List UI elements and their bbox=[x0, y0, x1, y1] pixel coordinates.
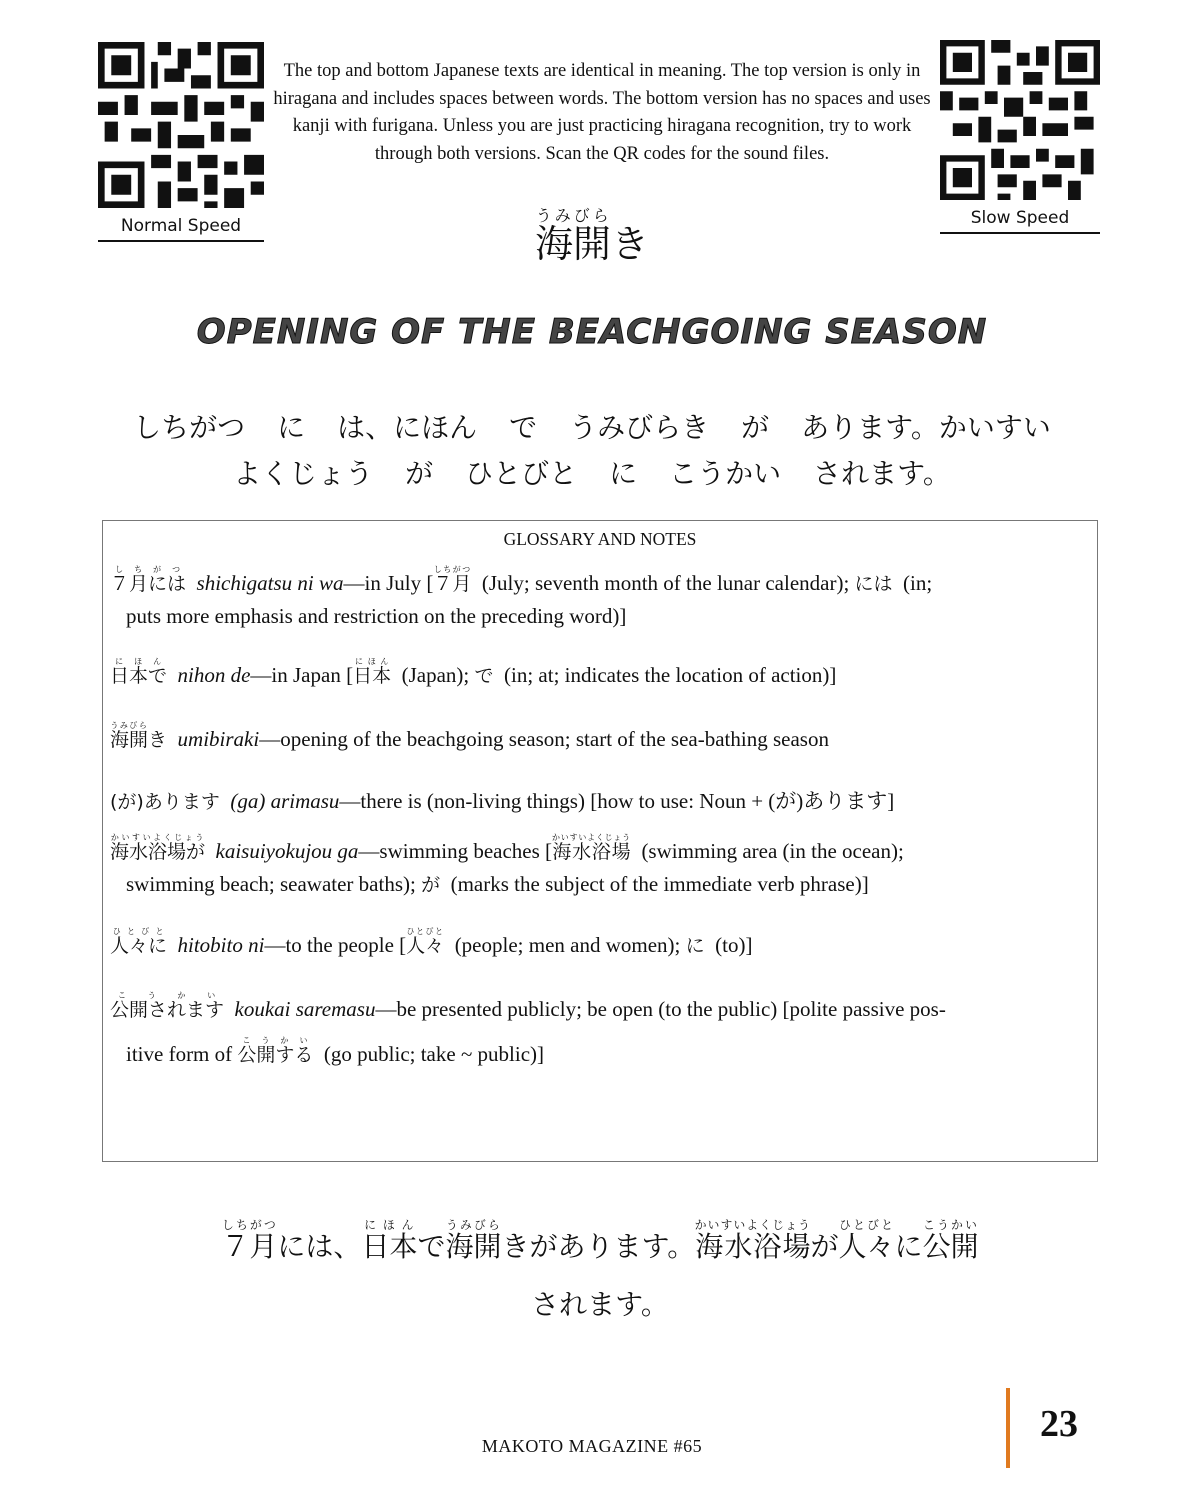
qr-code-normal-speed[interactable] bbox=[98, 42, 264, 208]
intro-paragraph: The top and bottom Japanese texts are identical in meaning. The top version is only in hiragana and includes spaces between words. The bottom version has no spaces and uses kanji with furigana. Unless you are just practicing hiragana recognition, try to work through both versions. Scan the QR codes for the sound files. bbox=[273, 61, 931, 164]
magazine-footer: MAKOTO MAGAZINE #65 bbox=[481, 1436, 703, 1456]
kanji-with-furigana: ７月しちがつ bbox=[221, 1218, 278, 1263]
glossary-entry-kaisuiyokujou: 海水浴場がかいすいよくじょう kaisuiyokujou ga—swimming beaches [海水浴場かいすいよくじょう (swimming area (in the ocean); swimming beach; seawater baths); が (marks the subject of the immediate verb phrase)] bbox=[110, 833, 904, 896]
glossary-entry-arimasu: (が)あります (ga) arimasu—there is (non-living things) [how to use: Noun + (が)あります] bbox=[110, 789, 895, 813]
page-number-divider bbox=[1006, 1388, 1010, 1468]
hiragana-word: あります。かいすい bbox=[801, 411, 1051, 444]
kana-text: きがあります。 bbox=[501, 1230, 696, 1263]
glossary-entry-hitobito: 人々にひとびと hitobito ni—to the people [人々ひとびと (people; men and women); に (to)] bbox=[110, 927, 753, 957]
kanji-line-1 bbox=[160, 1218, 1040, 1276]
kanji-with-furigana: 海開うみびら bbox=[445, 1218, 502, 1263]
hiragana-word: ひとびと bbox=[465, 457, 578, 490]
page-number: 23 bbox=[1040, 1403, 1078, 1445]
glossary-entry-koukai: 公開されますこうかい koukai saremasu—be presented publicly; be open (to the public) [polite passive pos- itive form of 公開するこうかい (go public; take ~ public)] bbox=[110, 991, 946, 1066]
qr-code-slow-speed[interactable] bbox=[940, 40, 1100, 200]
english-title: OPENING OF THE BEACHGOING SEASON bbox=[196, 312, 988, 352]
hiragana-word: うみびらき bbox=[569, 411, 710, 444]
kanji-with-furigana: 日本にほん bbox=[361, 1218, 418, 1263]
glossary-box bbox=[102, 520, 1098, 1162]
qr-code-icon bbox=[940, 40, 1100, 200]
glossary-title: GLOSSARY AND NOTES bbox=[503, 529, 697, 549]
hiragana-word: よくじょう bbox=[233, 457, 374, 490]
japanese-title bbox=[0, 206, 1184, 268]
hiragana-word: されます。 bbox=[813, 457, 951, 490]
kanji-with-furigana: 海水浴場かいすいよくじょう bbox=[694, 1218, 812, 1263]
qr-label-normal-speed: Normal Speed bbox=[98, 216, 264, 242]
kanji-line-2: されます。 bbox=[531, 1288, 669, 1321]
hiragana-word: が bbox=[405, 457, 434, 490]
hiragana-word: に bbox=[277, 411, 306, 444]
kana-text: で bbox=[417, 1230, 446, 1263]
hiragana-word: が bbox=[741, 411, 770, 444]
kana-text: には、 bbox=[277, 1230, 362, 1263]
kanji-with-furigana: 公開こうかい bbox=[922, 1218, 979, 1263]
hiragana-word: こうかい bbox=[669, 457, 782, 490]
title-kanji: 海開 bbox=[534, 222, 611, 266]
glossary-entry-shichigatsu: ７月にはしちがつ shichigatsu ni wa—in July [７月しちがつ (July; seventh month of the lunar calendar); には (in; puts more emphasis and restriction on the preceding word)] bbox=[110, 565, 933, 628]
hiragana-word: で bbox=[509, 411, 538, 444]
hiragana-word: しちがつ bbox=[133, 411, 246, 444]
hiragana-line-2 bbox=[100, 450, 1084, 498]
glossary-entry-nihon: 日本でにほん nihon de—in Japan [日本にほん (Japan); で (in; at; indicates the location of action)] bbox=[110, 657, 837, 687]
glossary-entry-umibiraki: 海開うみびらき umibiraki—opening of the beachgoing season; start of the sea-bathing season bbox=[110, 721, 829, 751]
hiragana-word: に bbox=[609, 457, 638, 490]
qr-label-slow-speed: Slow Speed bbox=[940, 208, 1100, 234]
title-furigana: うみびら bbox=[534, 206, 611, 225]
hiragana-line-1 bbox=[100, 404, 1084, 452]
kana-text: が bbox=[810, 1230, 839, 1263]
kana-text: に bbox=[894, 1230, 923, 1263]
kanji-with-furigana: 人々ひとびと bbox=[838, 1218, 895, 1263]
hiragana-word: は、にほん bbox=[337, 411, 478, 444]
qr-code-icon bbox=[98, 42, 264, 208]
title-okurigana: き bbox=[611, 222, 650, 266]
